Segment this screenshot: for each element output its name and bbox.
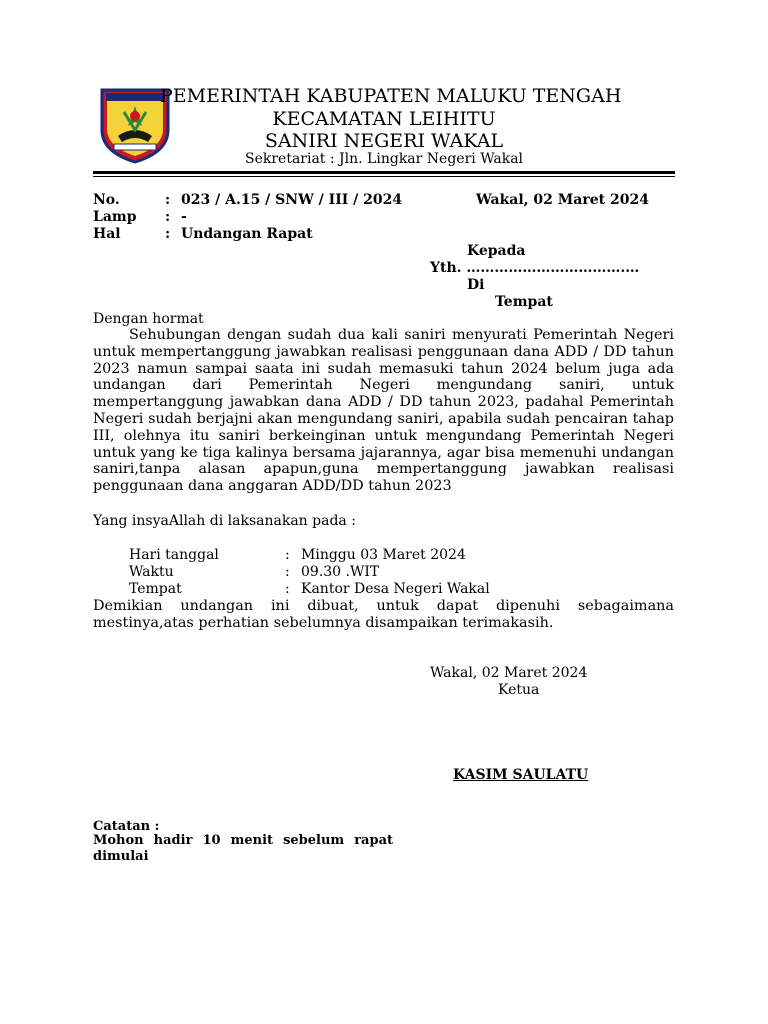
letterhead-divider-thin: [93, 176, 675, 177]
letterhead-address: Sekretariat : Jln. Lingkar Negeri Wakal: [244, 151, 524, 167]
signatory-name: KASIM SAULATU: [453, 767, 589, 783]
lamp-colon: :: [165, 209, 171, 225]
letterhead-divider: [93, 171, 675, 174]
recipient-di: Di: [467, 277, 485, 293]
recipient-tempat: Tempat: [495, 294, 553, 310]
no-label: No.: [93, 192, 120, 208]
letterhead-council: SANIRI NEGERI WAKAL: [264, 130, 504, 152]
no-value: 023 / A.15 / SNW / III / 2024: [181, 192, 403, 208]
schedule-label: Waktu: [129, 564, 174, 580]
schedule-colon: :: [285, 547, 290, 563]
note-text: [93, 833, 393, 865]
hal-label: Hal: [93, 226, 121, 242]
schedule-value: Kantor Desa Negeri Wakal: [301, 581, 490, 597]
body-paragraph: [93, 327, 674, 495]
closing-paragraph: Demikian undangan ini dibuat, untuk dapat dipenuhi sebagaimana mestinya,atas perhatian sebelumnya disampaikan terimakasih.: [93, 598, 674, 631]
letterhead-district: KECAMATAN LEIHITU: [272, 108, 496, 130]
schedule-colon: :: [285, 581, 290, 597]
schedule-label: Tempat: [129, 581, 182, 597]
lamp-label: Lamp: [93, 209, 137, 225]
no-colon: :: [165, 192, 171, 208]
note-label: Catatan :: [93, 819, 160, 834]
hal-colon: :: [165, 226, 171, 242]
schedule-colon: :: [285, 564, 290, 580]
letter-date: Wakal, 02 Maret 2024: [476, 192, 649, 208]
recipient-yth: Yth. …………………………….…: [430, 260, 640, 276]
hal-value: Undangan Rapat: [181, 226, 313, 242]
letterhead-government: PEMERINTAH KABUPATEN MALUKU TENGAH: [160, 85, 622, 107]
schedule-value: 09.30 .WIT: [301, 564, 380, 580]
signature-date: Wakal, 02 Maret 2024: [430, 665, 588, 681]
greeting: Dengan hormat: [93, 311, 204, 327]
note-body: Mohon hadir 10 menit sebelum rapat dimulai: [93, 833, 393, 864]
body-paragraph-text: Sehubungan dengan sudah dua kali saniri menyurati Pemerintah Negeri untuk mempertanggung jawabkan realisasi penggunaan dana ADD / DD tahun 2023 namun sampai saata ini sudah memasuki tahun 2024 belum juga ada undangan dari Pemerintah Negeri mengundang saniri, untuk mempertanggung jawabkan dana ADD / DD tahun 2023, padahal Pemerintah Negeri sudah berjajni akan mengundang saniri, apabila sudah pencairan tahap III, olehnya itu saniri berkeinginan untuk mengundang Pemerintah Negeri untuk yang ke tiga kalinya bersama jajarannya, agar bisa memenuhi undangan saniri,tanpa alasan apapun,guna mempertanggung jawabkan realisasi penggunaan dana anggaran ADD/DD tahun 2023: [93, 327, 674, 495]
schedule-intro: Yang insyaAllah di laksanakan pada :: [93, 513, 356, 529]
signature-title: Ketua: [498, 682, 540, 698]
recipient-kepada: Kepada: [467, 243, 526, 259]
lamp-value: -: [181, 209, 187, 225]
schedule-label: Hari tanggal: [129, 547, 219, 563]
schedule-value: Minggu 03 Maret 2024: [301, 547, 466, 563]
